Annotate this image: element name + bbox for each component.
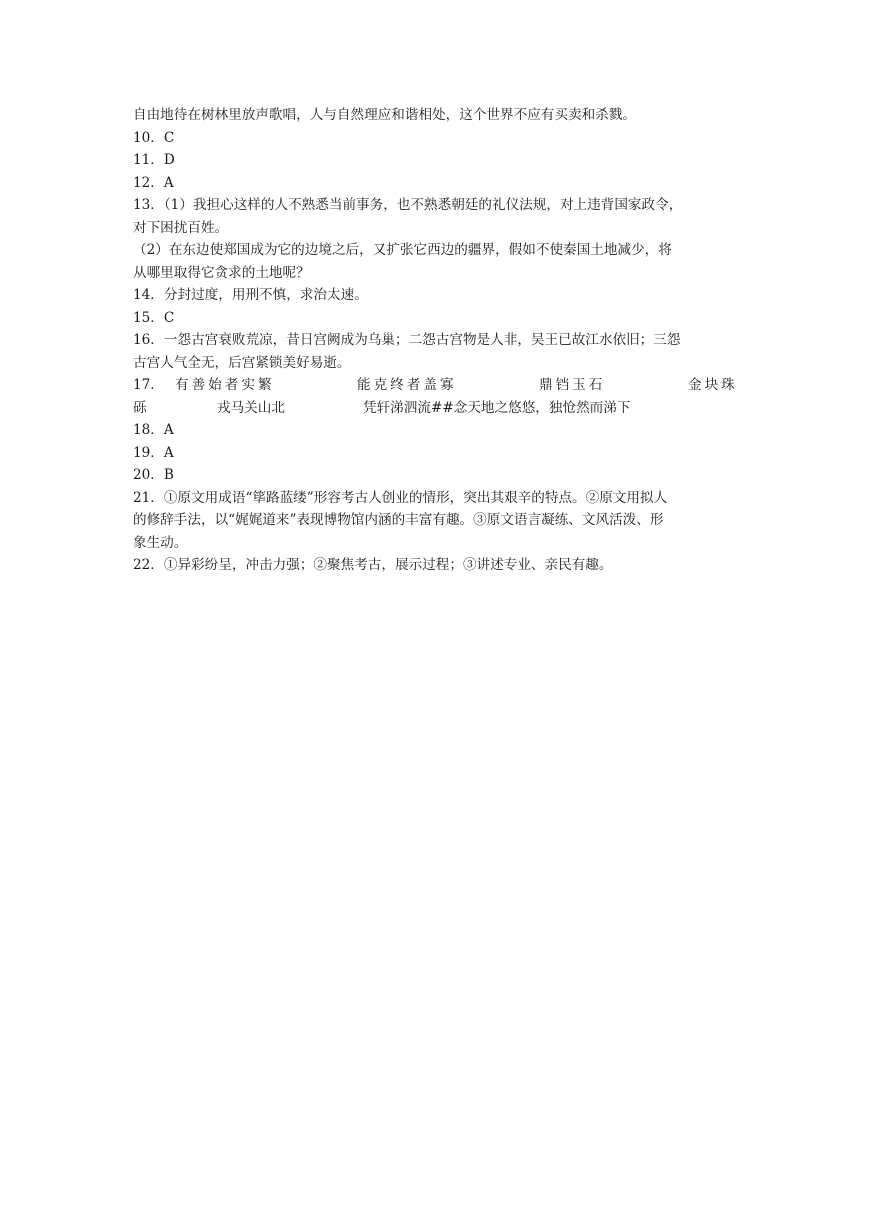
- answer-14: 14．分封过度，用刑不慎，求治太速。: [133, 287, 368, 303]
- answer-17-phrase-6: 戎马关山北: [217, 399, 285, 416]
- answer-17-phrase-7: 凭轩涕泗流##念天地之悠悠，独怆然而涕下: [363, 399, 631, 416]
- answer-21-line2: 的修辞手法，以“娓娓道来”表现博物馆内涵的丰富有趣。③原文语言凝练、文风活泼、形: [133, 512, 664, 528]
- answer-19: 19．A: [133, 444, 174, 461]
- answer-12: 12．A: [133, 174, 174, 191]
- answer-13-part2-line1: （2）在东边使郑国成为它的边境之后，又扩张它西边的疆界，假如不使秦国土地减少，将: [133, 242, 672, 258]
- answer-13-part1-line1: 13．（1）我担心这样的人不熟悉当前事务，也不熟悉朝廷的礼仪法规，对上违背国家政令，: [133, 197, 683, 213]
- answer-10: 10．C: [133, 129, 175, 146]
- answer-17-phrase-1: 有善始者实繁: [175, 377, 275, 393]
- answer-17-phrase-3: 鼎铛玉石: [539, 377, 606, 393]
- answer-13-part1-line2: 对下困扰百姓。: [133, 219, 229, 236]
- answer-17-phrase-4: 金块珠: [688, 377, 738, 393]
- answer-17-phrase-5: 砾: [133, 399, 147, 416]
- answer-17-phrase-2: 能克终者盖寡: [357, 377, 457, 393]
- answer-15: 15．C: [133, 309, 175, 326]
- answer-16-line2: 古宫人气全无，后宫紧锁美好易逝。: [133, 354, 351, 371]
- text-line-intro: 自由地待在树林里放声歌唱，人与自然理应和谐相处，这个世界不应有买卖和杀戮。: [133, 107, 636, 123]
- answer-21-line1: 21．①原文用成语“筚路蓝缕”形容考古人创业的情形，突出其艰辛的特点。②原文用拟人: [133, 489, 668, 506]
- answer-18: 18．A: [133, 422, 174, 438]
- answer-17-line2: [133, 397, 737, 420]
- answer-17-number: 17．: [133, 377, 164, 393]
- answer-22: 22．①异彩纷呈，冲击力强；②聚焦考古，展示过程；③讲述专业、亲民有趣。: [133, 557, 613, 573]
- answer-11: 11．D: [133, 152, 175, 168]
- answer-21-line3: 象生动。: [133, 534, 188, 551]
- answer-16-line1: 16．一怨古宫衰败荒凉，昔日宫阙成为乌巢；二怨古宫物是人非，吴王已故江水依旧；三怨: [133, 332, 681, 348]
- answer-13-part2-line2: 从哪里取得它贪求的土地呢？: [133, 264, 310, 281]
- answer-20: 20．B: [133, 467, 174, 483]
- answer-text-block: [133, 104, 737, 577]
- answer-17-line1: [133, 374, 737, 397]
